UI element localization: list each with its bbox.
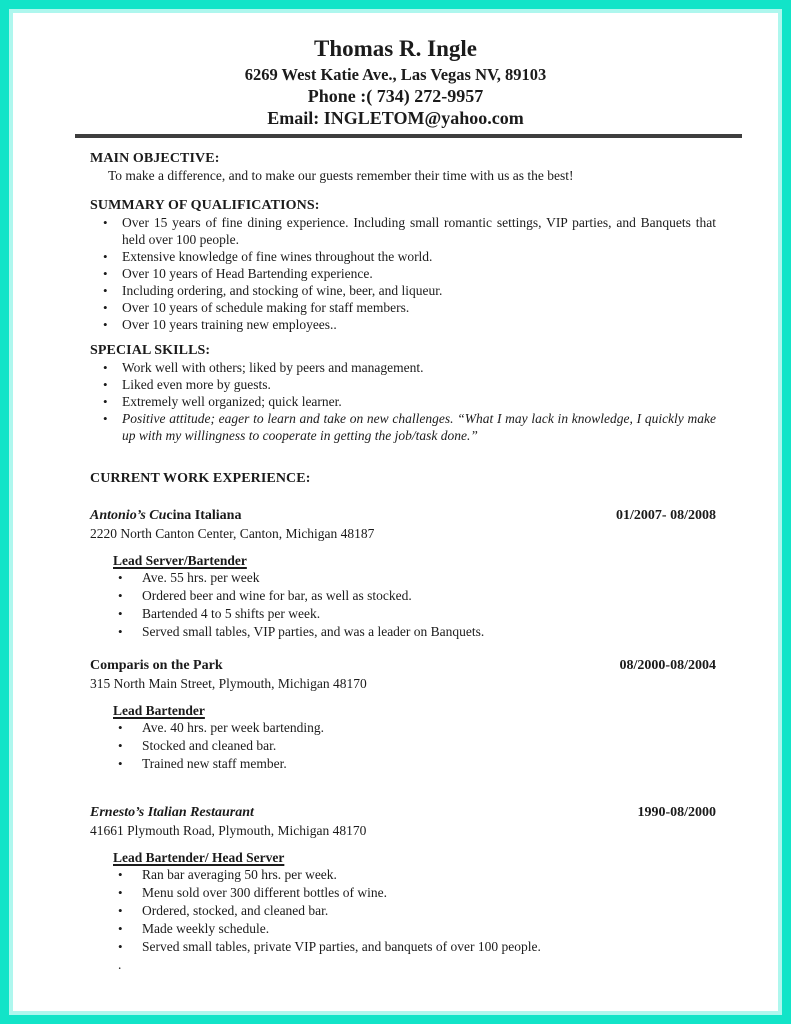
bullet-icon: • <box>118 756 123 771</box>
company-name <box>90 804 254 822</box>
company-name-italic-part: Antonio’s Cu <box>90 508 167 523</box>
job-dates: 01/2007- 08/2008 <box>616 508 716 523</box>
job-header <box>90 657 716 675</box>
resume-header <box>13 35 778 129</box>
list-item <box>118 884 716 902</box>
list-item <box>118 587 716 605</box>
bullet-icon: • <box>103 377 108 392</box>
job-header <box>90 507 716 525</box>
job-address: 2220 North Canton Center, Canton, Michigan 48187 <box>90 526 375 541</box>
job-duties-list <box>90 719 716 773</box>
job-duties-list <box>90 569 716 641</box>
list-item <box>103 376 716 393</box>
list-item-text: Served small tables, private VIP parties, and banquets of over 100 people. <box>142 939 541 954</box>
bullet-icon: • <box>103 249 108 264</box>
bullet-icon: • <box>103 360 108 375</box>
list-item <box>103 359 716 376</box>
bullet-icon: • <box>118 921 123 936</box>
person-name: Thomas R. Ingle <box>314 36 477 61</box>
list-item <box>118 866 716 884</box>
bullet-icon: • <box>118 720 123 735</box>
qualifications-heading: SUMMARY OF QUALIFICATIONS: <box>90 198 320 213</box>
phone-line: Phone :( 734) 272-9957 <box>307 86 484 106</box>
list-item-text: Ran bar averaging 50 hrs. per week. <box>142 867 337 882</box>
bullet-icon: • <box>118 624 123 639</box>
bullet-icon: • <box>118 939 123 954</box>
bullet-icon: • <box>118 903 123 918</box>
list-item-text: Stocked and cleaned bar. <box>142 738 277 753</box>
bullet-icon: • <box>103 266 108 281</box>
list-item <box>118 902 716 920</box>
list-item <box>103 299 716 316</box>
bullet-icon: • <box>103 394 108 409</box>
list-item <box>118 569 716 587</box>
bullet-icon: • <box>103 283 108 298</box>
list-item-text: Over 10 years of schedule making for staff members. <box>122 300 410 315</box>
company-name <box>90 507 241 525</box>
objective-heading: MAIN OBJECTIVE: <box>90 151 220 166</box>
list-item-text: Extremely well organized; quick learner. <box>122 394 342 409</box>
qualifications-list <box>90 214 716 333</box>
list-item <box>103 393 716 410</box>
bullet-icon: • <box>118 738 123 753</box>
job-entry <box>90 804 716 974</box>
qualifications-section <box>90 197 716 333</box>
objective-section <box>90 150 716 184</box>
job-duties-list <box>90 866 716 956</box>
address-line: 6269 West Katie Ave., Las Vegas NV, 89103 <box>244 65 547 84</box>
work-experience-heading: CURRENT WORK EXPERIENCE: <box>90 471 311 486</box>
job-dates: 08/2000-08/2004 <box>619 658 716 673</box>
list-item <box>118 938 716 956</box>
special-skills-list <box>90 359 716 444</box>
list-item-text: Including ordering, and stocking of wine, beer, and liqueur. <box>122 283 443 298</box>
job-dates: 1990-08/2000 <box>637 805 716 820</box>
list-item-text: Over 10 years of Head Bartending experience. <box>122 266 373 281</box>
company-name: Comparis on the Park <box>90 658 223 673</box>
bullet-icon: • <box>103 215 108 230</box>
list-item-text: Trained new staff member. <box>142 756 287 771</box>
bullet-icon: • <box>118 588 123 603</box>
job-entry <box>90 507 716 641</box>
header-divider <box>75 134 742 138</box>
list-item-text: Served small tables, VIP parties, and was a leader on Banquets. <box>142 624 485 639</box>
list-item <box>103 265 716 282</box>
list-item-text: Over 15 years of fine dining experience. Including small romantic settings, VIP parties, and Banquets that held over 100 people. <box>122 215 716 247</box>
bullet-icon: • <box>118 570 123 585</box>
job-title: Lead Server/Bartender <box>113 553 247 568</box>
list-item-text: Ordered, stocked, and cleaned bar. <box>142 903 329 918</box>
list-item-text: Over 10 years training new employees.. <box>122 317 337 332</box>
list-item <box>118 737 716 755</box>
bullet-icon: • <box>103 317 108 332</box>
list-item <box>103 248 716 265</box>
list-item-text: Extensive knowledge of fine wines throughout the world. <box>122 249 433 264</box>
list-item-text: Made weekly schedule. <box>142 921 270 936</box>
job-entry <box>90 657 716 773</box>
company-name-plain-part: cina Italiana <box>166 508 242 523</box>
bullet-icon: • <box>118 885 123 900</box>
list-item <box>118 920 716 938</box>
objective-text: To make a difference, and to make our guests remember their time with us as the best! <box>108 168 574 183</box>
work-experience-section <box>90 470 716 974</box>
resume-page <box>13 13 778 1011</box>
bullet-icon: • <box>103 411 108 426</box>
job-address: 41661 Plymouth Road, Plymouth, Michigan 48170 <box>90 823 367 838</box>
list-item-text: Ordered beer and wine for bar, as well as stocked. <box>142 588 412 603</box>
list-item-text: Positive attitude; eager to learn and take on new challenges. “What I may lack in knowledge, I quickly make up with my willingness to cooperate in getting the job/task done.” <box>122 411 716 443</box>
bullet-icon: • <box>118 606 123 621</box>
special-skills-section <box>90 342 716 444</box>
trailing-period: . <box>118 957 122 972</box>
list-item-text: Menu sold over 300 different bottles of wine. <box>142 885 387 900</box>
list-item-text: Bartended 4 to 5 shifts per week. <box>142 606 321 621</box>
job-header <box>90 804 716 822</box>
bullet-icon: • <box>103 300 108 315</box>
list-item <box>103 282 716 299</box>
list-item-text: Work well with others; liked by peers and management. <box>122 360 424 375</box>
company-name-italic-part: Ernesto’s Italian Restaurant <box>90 805 254 820</box>
list-item <box>103 214 716 248</box>
job-title: Lead Bartender <box>113 703 205 718</box>
bullet-icon: • <box>118 867 123 882</box>
resume-body <box>90 150 716 974</box>
list-item <box>103 410 716 444</box>
list-item <box>118 719 716 737</box>
job-title: Lead Bartender/ Head Server <box>113 850 285 865</box>
list-item-text: Liked even more by guests. <box>122 377 271 392</box>
email-line: Email: INGLETOM@yahoo.com <box>267 108 524 128</box>
special-skills-heading: SPECIAL SKILLS: <box>90 343 211 358</box>
list-item <box>118 605 716 623</box>
list-item <box>118 623 716 641</box>
list-item <box>118 755 716 773</box>
list-item <box>103 316 716 333</box>
list-item-text: Ave. 40 hrs. per week bartending. <box>142 720 324 735</box>
list-item-text: Ave. 55 hrs. per week <box>142 570 260 585</box>
job-address: 315 North Main Street, Plymouth, Michigan 48170 <box>90 676 367 691</box>
